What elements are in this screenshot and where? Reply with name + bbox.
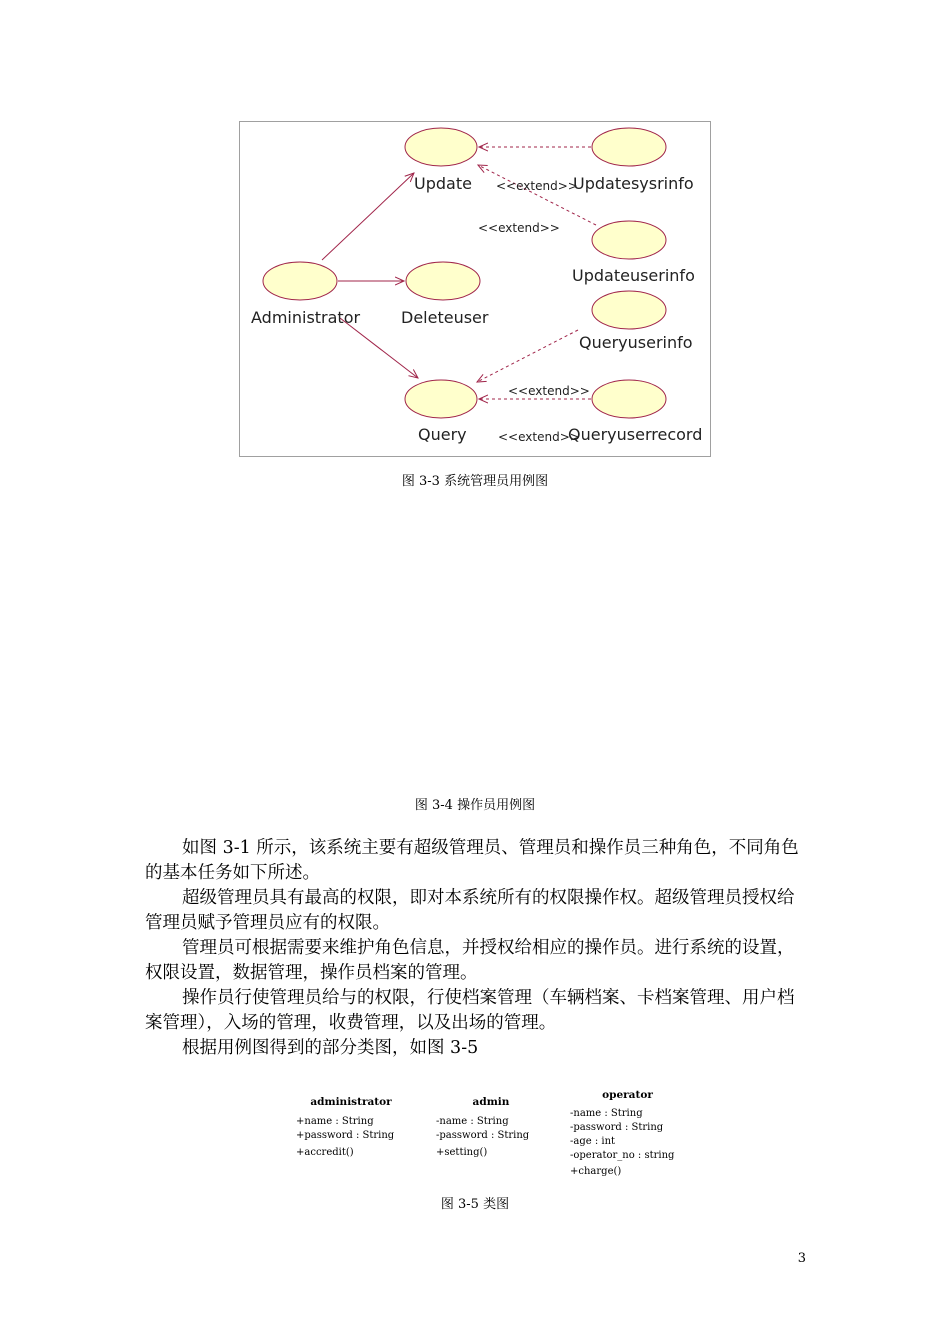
updateuserinfo-ellipse (592, 221, 666, 259)
figure-3-5-caption: 图 3-5 类图 (440, 1197, 510, 1212)
updateuserinfo-label: Updateuserinfo (572, 266, 695, 285)
class-operation: +charge() (570, 1166, 622, 1177)
extend-label: <<extend>> (508, 384, 590, 398)
paragraph-class-intro: 根据用例图得到的部分类图，如图 3-5 (182, 1038, 479, 1058)
updatesysrinfo-ellipse (592, 128, 666, 166)
paragraph-superadmin: 超级管理员具有最高的权限，即对本系统所有的权限操作权。超级管理员授权给管理员赋予管理员应有的权限。 (145, 888, 795, 933)
deleteuser-ellipse (406, 262, 480, 300)
class-attribute: -name : String (436, 1116, 509, 1127)
administrator-ellipse (263, 262, 337, 300)
class-attribute: +name : String (296, 1116, 374, 1127)
updatesysrinfo-label: Updatesysrinfo (573, 174, 694, 193)
query-ellipse (405, 380, 477, 418)
extend-label: <<extend>> (478, 221, 560, 235)
paragraph-operator: 操作员行使管理员给与的权限，行使档案管理（车辆档案、卡档案管理、用户档案管理），入场的管理，收费管理，以及出场的管理。 (145, 988, 795, 1033)
class-name: operator (602, 1089, 653, 1101)
administrator-label: Administrator (251, 308, 361, 327)
class-administrator (296, 1095, 406, 1160)
queryuserrecord-ellipse (592, 380, 666, 418)
paragraph-roles: 如图 3-1 所示，该系统主要有超级管理员、管理员和操作员三种角色，不同角色的基本任务如下所述。 (145, 838, 799, 883)
extend-label: <<extend>> (498, 430, 580, 444)
class-operator (570, 1088, 685, 1179)
class-attribute: -name : String (570, 1108, 643, 1119)
queryuserrecord-label: Queryuserrecord (568, 425, 703, 444)
figure-3-3-caption: 图 3-3 系统管理员用例图 (401, 474, 549, 489)
class-attribute: -password : String (570, 1122, 664, 1133)
query-label: Query (418, 425, 467, 444)
deleteuser-label: Deleteuser (401, 308, 489, 327)
queryuserinfo-ellipse (592, 291, 666, 329)
queryuserinfo-label: Queryuserinfo (579, 333, 693, 352)
class-attribute: -age : int (570, 1136, 616, 1147)
update-label: Update (414, 174, 472, 193)
use-case-diagram (239, 121, 711, 457)
admin-to-query-arrow (340, 318, 418, 378)
admin-to-update-arrow (322, 173, 414, 260)
class-attribute: -password : String (436, 1130, 530, 1141)
class-attribute: +password : String (296, 1130, 395, 1141)
class-name: admin (472, 1096, 510, 1108)
extend-label: <<extend>> (496, 179, 578, 193)
update-ellipse (405, 128, 477, 166)
page-number: 3 (797, 1251, 806, 1266)
class-operation: +setting() (436, 1147, 488, 1158)
queryuserinfo-extend-arrow (477, 330, 578, 382)
class-diagram (290, 1088, 690, 1183)
class-admin (436, 1095, 546, 1160)
use-case-diagram-svg (240, 122, 712, 458)
class-attribute: -operator_no : string (570, 1150, 675, 1161)
figure-3-4-caption: 图 3-4 操作员用例图 (414, 798, 536, 813)
paragraph-admin: 管理员可根据需要来维护角色信息，并授权给相应的操作员。进行系统的设置，权限设置，数据管理，操作员档案的管理。 (145, 938, 795, 983)
class-name: administrator (310, 1096, 392, 1108)
class-operation: +accredit() (296, 1147, 354, 1158)
